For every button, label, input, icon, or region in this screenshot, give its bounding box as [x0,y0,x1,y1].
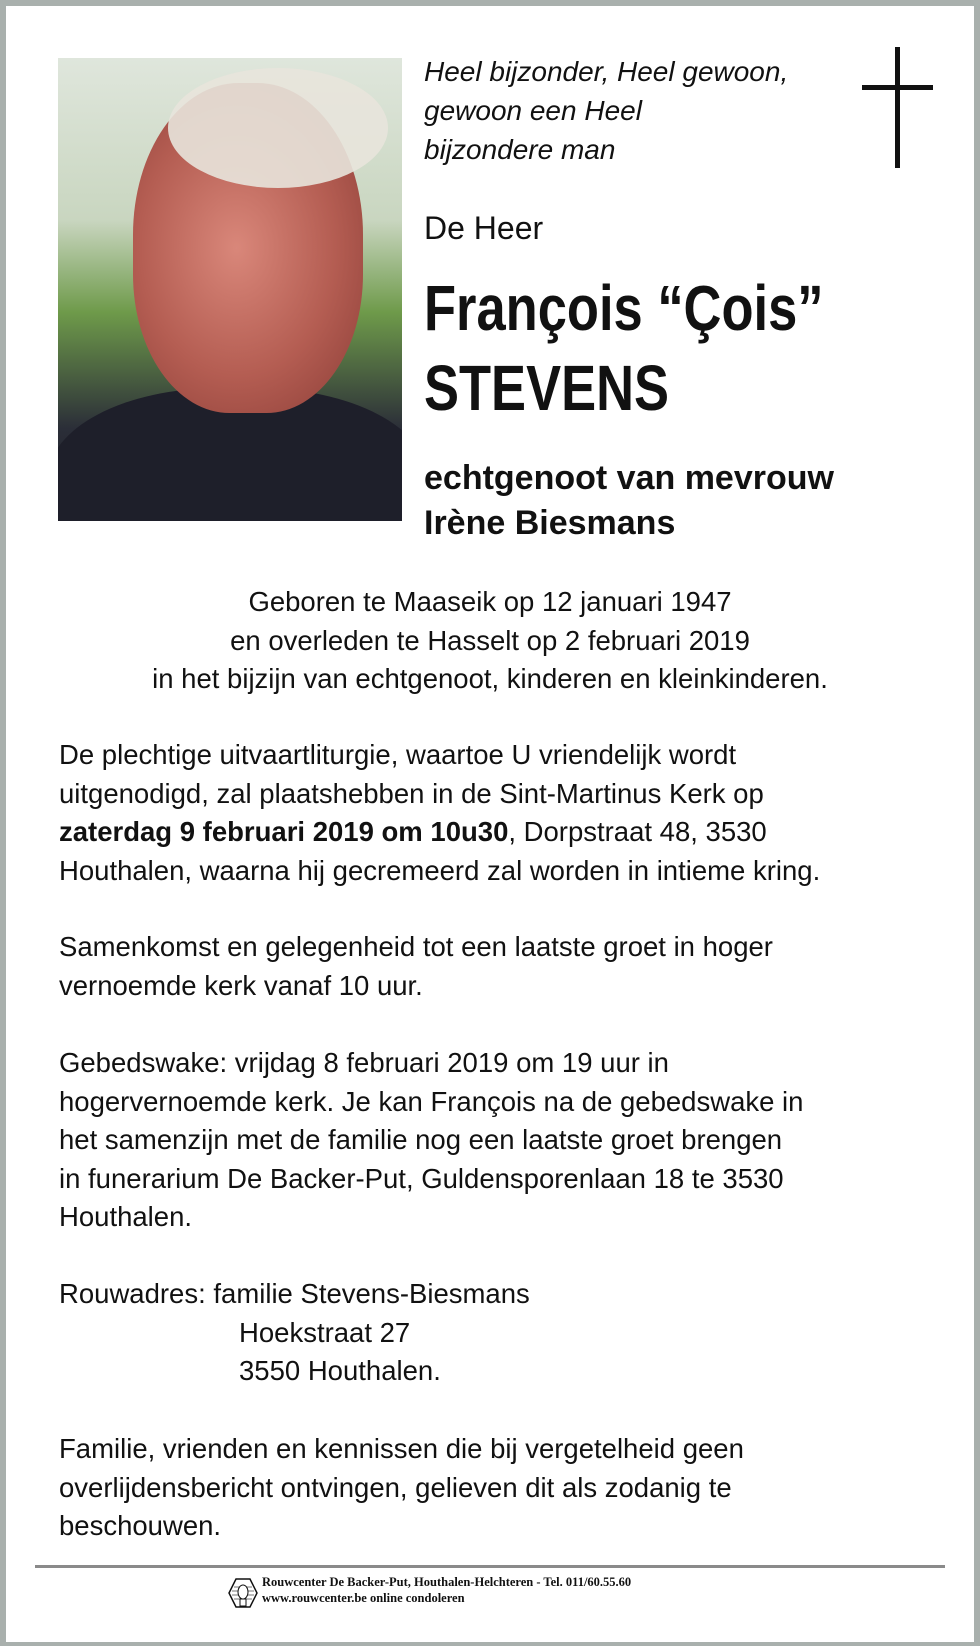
text-line: en overleden te Hasselt op 2 februari 2019 [230,624,750,656]
footer-website-link[interactable]: www.rouwcenter.be online condoleren [262,1591,465,1605]
text-line: in funerarium De Backer-Put, Guldensporenlaan 18 te 3530 [59,1162,784,1194]
text-line: De plechtige uitvaartliturgie, waartoe U vriendelijk wordt [59,739,737,770]
text-line: Familie, vrienden en kennissen die bij vergetelheid geen [59,1433,744,1464]
text-line: overlijdensbericht ontvingen, gelieven dit als zodanig te [59,1471,732,1503]
text-line: Geboren te Maaseik op 12 januari 1947 [248,586,732,617]
spouse [424,456,834,546]
text-line: hogervernoemde kerk. Je kan François na de gebedswake in [59,1085,804,1117]
address-street: Hoekstraat 27 [239,1316,411,1348]
text-line: Samenkomst en gelegenheid tot een laatste groet in hoger [59,931,773,962]
deceased-name [424,268,824,428]
last-name: STEVENS [424,352,669,424]
liturgy-paragraph [59,736,820,890]
cross-horizontal [862,85,933,90]
cross-vertical [895,47,900,168]
text-line [59,813,820,852]
motto-line: bijzondere man [424,134,616,165]
text-line: Gebedswake: vrijdag 8 februari 2019 om 19 uur in [59,1047,669,1078]
vigil-paragraph [59,1044,803,1237]
closing-paragraph [59,1430,744,1546]
first-name: François “Çois” [424,272,824,344]
text-line: beschouwen. [59,1510,222,1541]
motto-line: Heel bijzonder, Heel gewoon, [424,56,789,87]
text-line: Houthalen, waarna hij gecremeerd zal worden in intieme kring. [59,854,821,886]
footer-divider [35,1565,945,1568]
motto-line: gewoon een Heel [424,95,642,126]
text-line: Houthalen. [59,1201,193,1232]
text-span: , Dorpstraat 48, 3530 [508,816,767,847]
motto [424,52,788,169]
spouse-relation: echtgenoot van mevrouw [424,459,834,497]
spouse-name: Irène Biesmans [424,504,676,542]
text-line: het samenzijn met de familie nog een laatste groet brengen [59,1124,783,1155]
photo-hair [168,68,388,188]
address-label: Rouwadres: familie Stevens-Biesmans [59,1278,530,1309]
portrait-photo [58,58,402,521]
birth-death-info [0,583,980,699]
funeral-home-footer [262,1574,631,1606]
pharaoh-logo-icon [228,1577,258,1609]
title: De Heer [424,210,544,246]
footer-contact: Rouwcenter De Backer-Put, Houthalen-Helchteren - Tel. 011/60.55.60 [262,1575,632,1589]
text-line: vernoemde kerk vanaf 10 uur. [59,969,423,1001]
text-line: uitgenodigd, zal plaatshebben in de Sint-Martinus Kerk op [59,777,764,809]
gathering-paragraph [59,928,773,1005]
funeral-date: zaterdag 9 februari 2019 om 10u30 [59,816,509,847]
address-city: 3550 Houthalen. [239,1355,441,1386]
text-line: in het bijzijn van echtgenoot, kinderen en kleinkinderen. [152,663,828,694]
mourning-address [59,1275,530,1391]
